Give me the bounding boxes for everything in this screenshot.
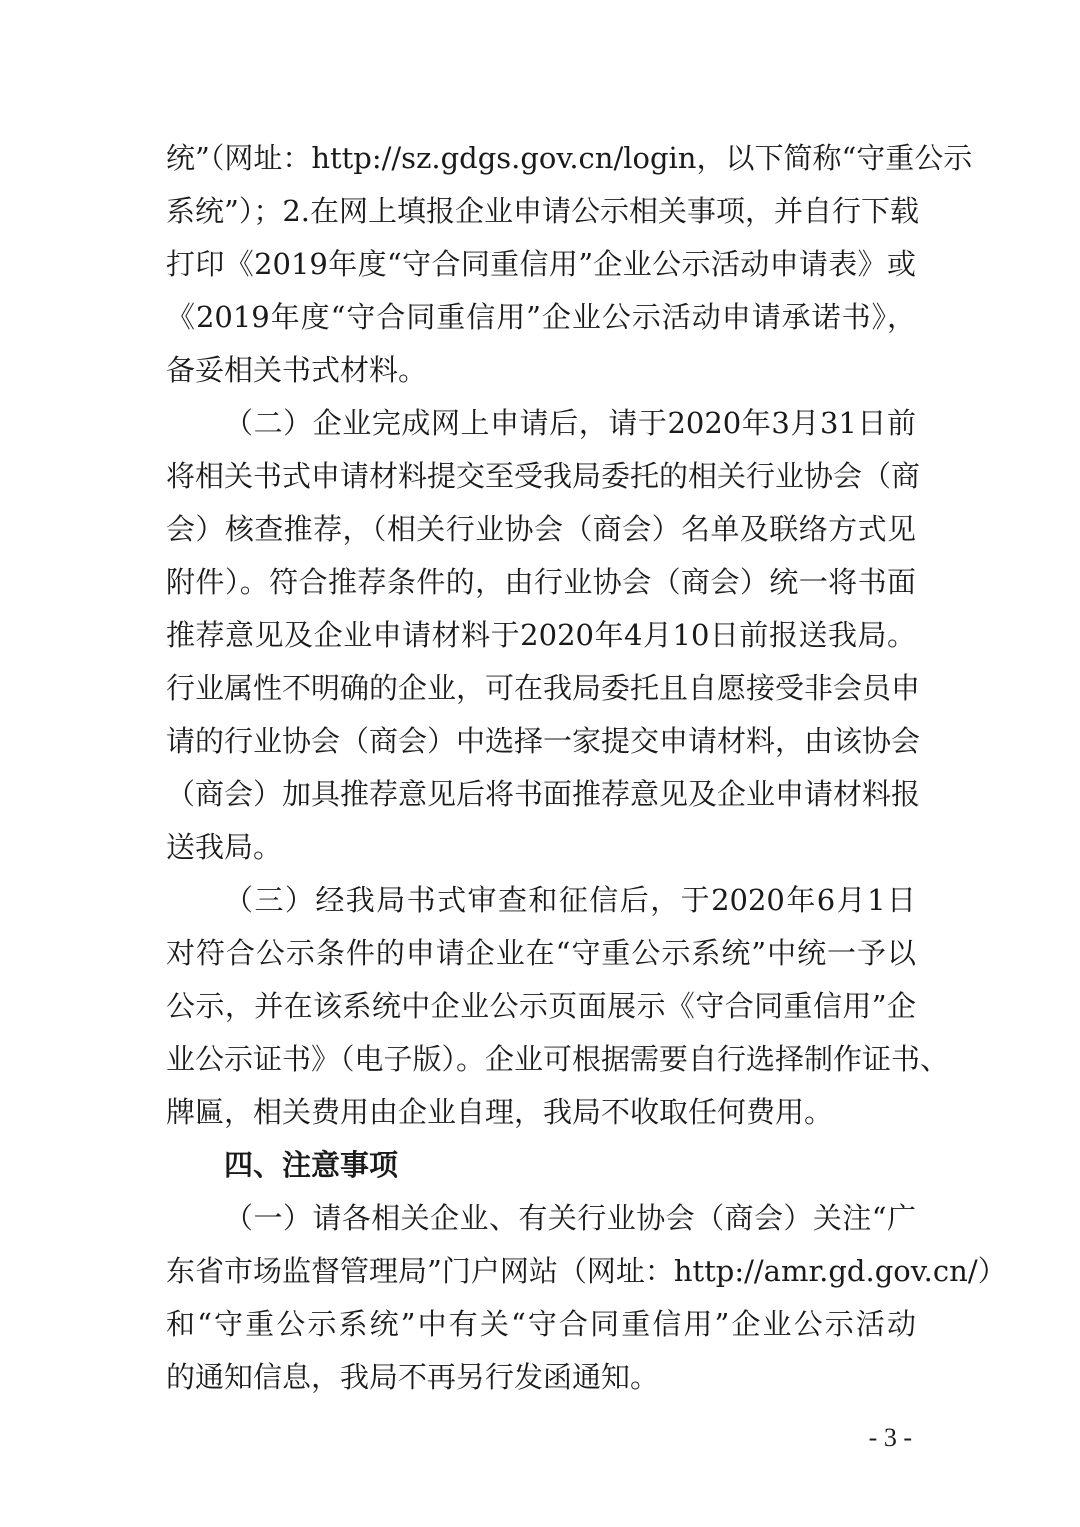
section-heading: 四、注意事项 <box>224 1148 399 1182</box>
body-line: 和“守重公示系统”中有关“守合同重信用”企业公示活动 <box>166 1307 916 1341</box>
body-line: （一）请各相关企业、有关行业协会（商会）关注“广 <box>224 1201 916 1235</box>
body-line: 打印《2019年度“守合同重信用”企业公示活动申请表》或 <box>166 247 916 281</box>
page-number: - 3 - <box>868 1423 912 1452</box>
body-line: 对符合公示条件的申请企业在“守重公示系统”中统一予以 <box>166 936 916 970</box>
body-line: （三）经我局书式审查和征信后，于2020年6月1日 <box>224 883 916 917</box>
body-line: （商会）加具推荐意见后将书面推荐意见及企业申请材料报 <box>166 777 921 811</box>
body-line: 行业属性不明确的企业，可在我局委托且自愿接受非会员申 <box>166 671 921 705</box>
body-line: 统”（网址：http://sz.gdgs.gov.cn/login，以下简称“守重公示 <box>166 141 973 175</box>
body-line: 备妥相关书式材料。 <box>166 353 428 387</box>
body-line: 业公示证书》（电子版）。企业可根据需要自行选择制作证书、 <box>166 1042 950 1076</box>
body-line: 推荐意见及企业申请材料于2020年4月10日前报送我局。 <box>166 618 916 652</box>
body-line: 附件）。符合推荐条件的，由行业协会（商会）统一将书面 <box>166 565 916 599</box>
body-line: 请的行业协会（商会）中选择一家提交申请材料，由该协会 <box>166 724 921 758</box>
body-line: 将相关书式申请材料提交至受我局委托的相关行业协会（商 <box>166 459 921 493</box>
body-line: 会）核查推荐，（相关行业协会（商会）名单及联络方式见 <box>166 512 916 546</box>
body-line: 牌匾，相关费用由企业自理，我局不收取任何费用。 <box>166 1095 834 1129</box>
body-line: 公示，并在该系统中企业公示页面展示《守合同重信用”企 <box>166 989 916 1023</box>
body-line: 系统”）；2.在网上填报企业申请公示相关事项，并自行下载 <box>166 194 919 228</box>
body-line: 的通知信息，我局不再另行发函通知。 <box>166 1360 660 1394</box>
body-line: （二）企业完成网上申请后，请于2020年3月31日前 <box>224 406 916 440</box>
document-body <box>166 132 1007 1404</box>
body-line: 东省市场监督管理局”门户网站（网址：http://amr.gd.gov.cn/） <box>166 1254 1007 1288</box>
body-line: 送我局。 <box>166 830 283 864</box>
body-line: 《2019年度“守合同重信用”企业公示活动申请承诺书》， <box>166 300 916 334</box>
